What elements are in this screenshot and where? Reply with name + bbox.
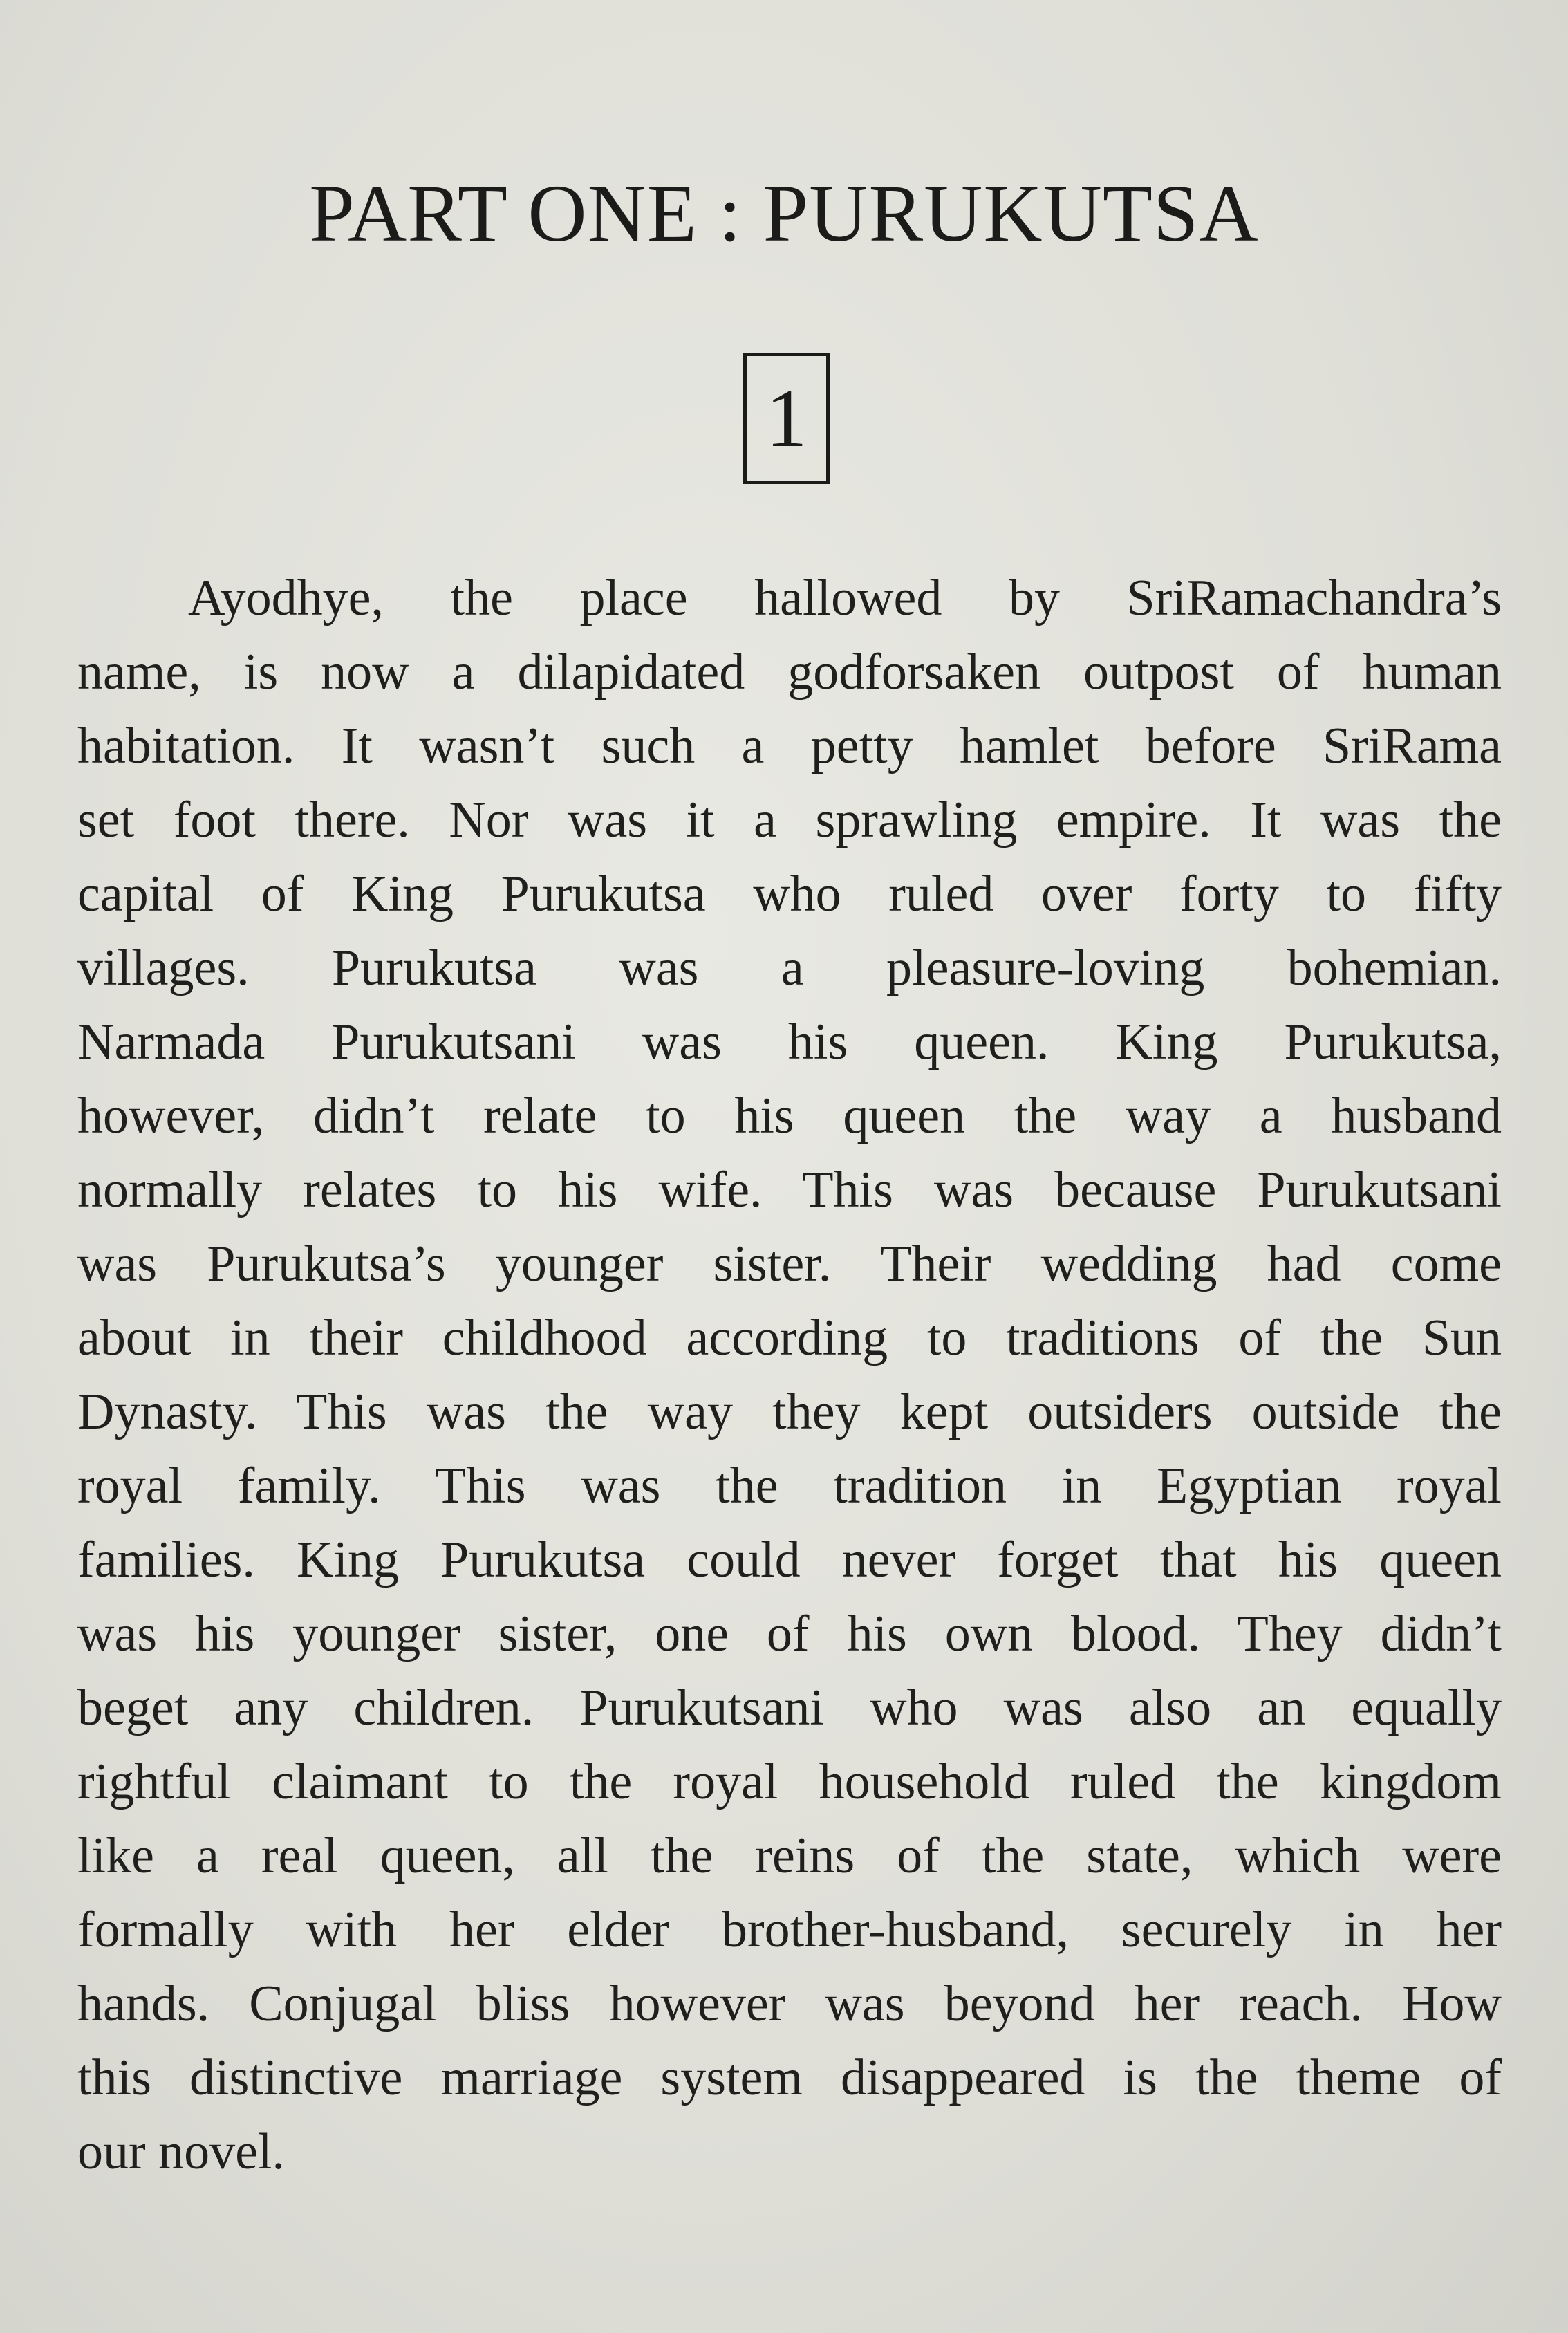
paragraph-line: Dynasty. This was the way they kept outsiders outside the — [77, 1384, 1502, 1440]
part-title: PART ONE : PURUKUTSA — [309, 168, 1259, 259]
paragraph-line: hands. Conjugal bliss however was beyond her reach. How — [77, 1976, 1502, 2032]
chapter-number-box — [743, 353, 830, 484]
paragraph-line: habitation. It wasn’t such a petty hamlet before SriRama — [77, 718, 1502, 774]
paragraph-line: was his younger sister, one of his own blood. They didn’t — [77, 1606, 1502, 1662]
paragraph-line: however, didn’t relate to his queen the way a husband — [77, 1088, 1502, 1144]
paragraph-line: about in their childhood according to traditions of the Sun — [77, 1310, 1502, 1366]
paragraph-line: set foot there. Nor was it a sprawling empire. It was the — [77, 792, 1502, 848]
paragraph-line: rightful claimant to the royal household ruled the kingdom — [77, 1754, 1502, 1810]
chapter-paragraph — [77, 561, 1502, 2189]
paragraph-line: villages. Purukutsa was a pleasure-loving bohemian. — [77, 940, 1502, 996]
paragraph-line: this distinctive marriage system disappeared is the theme of — [77, 2049, 1502, 2106]
paragraph-line: normally relates to his wife. This was because Purukutsani — [77, 1162, 1502, 1218]
chapter-number: 1 — [765, 372, 808, 464]
paragraph-line: our novel. — [77, 2123, 286, 2180]
paragraph-line: name, is now a dilapidated godforsaken outpost of human — [77, 644, 1502, 700]
paragraph-line: was Purukutsa’s younger sister. Their wedding had come — [77, 1236, 1502, 1292]
paragraph-line: beget any children. Purukutsani who was also an equally — [77, 1680, 1502, 1736]
paragraph-line: families. King Purukutsa could never forget that his queen — [77, 1532, 1502, 1588]
paragraph-line: royal family. This was the tradition in Egyptian royal — [77, 1458, 1502, 1514]
paragraph-line: like a real queen, all the reins of the state, which were — [77, 1828, 1502, 1884]
paragraph-line: capital of King Purukutsa who ruled over forty to fifty — [77, 866, 1502, 922]
paragraph-line: formally with her elder brother-husband, securely in her — [77, 1902, 1502, 1958]
paragraph-line: Ayodhye, the place hallowed by SriRamachandra’s — [188, 570, 1502, 626]
paragraph-line: Narmada Purukutsani was his queen. King Purukutsa, — [77, 1014, 1502, 1070]
